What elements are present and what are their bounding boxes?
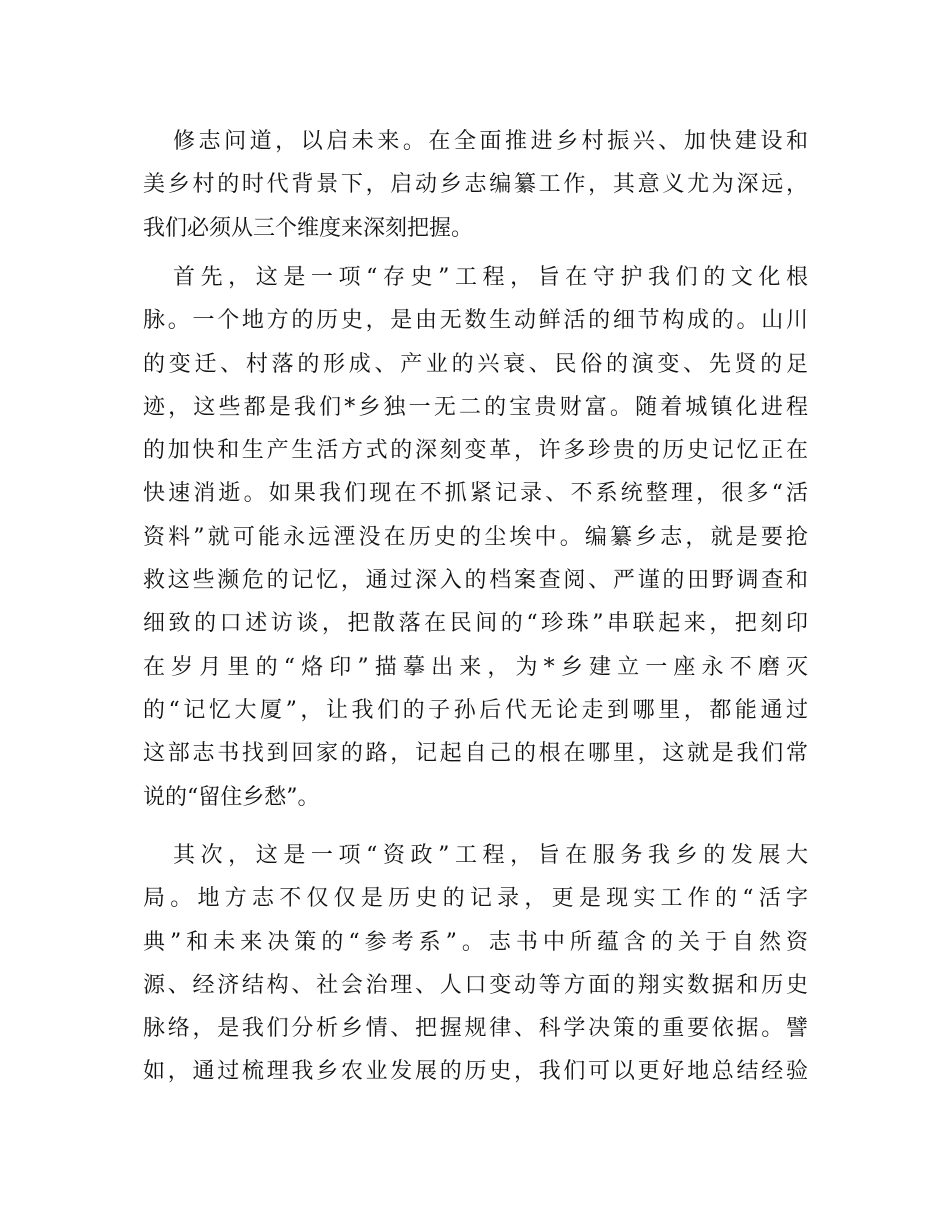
text-line: 如，通过梳理我乡农业发展的历史，我们可以更好地总结经验 <box>143 1059 808 1085</box>
paragraph-governance <box>143 834 808 1094</box>
text-line: 的变迁、村落的形成、产业的兴衰、民俗的演变、先贤的足 <box>143 351 808 377</box>
text-line: 脉络，是我们分析乡情、把握规律、科学决策的重要依据。譬 <box>143 1016 808 1042</box>
paragraph-intro <box>143 120 808 250</box>
text-line: 典”和未来决策的“参考系”。志书中所蕴含的关于自然资 <box>143 929 808 955</box>
text-line: 这部志书找到回家的路，记起自己的根在哪里，这就是我们常 <box>143 741 808 767</box>
text-line: 美乡村的时代背景下，启动乡志编纂工作，其意义尤为深远， <box>143 172 808 198</box>
text-line: 说的“留住乡愁”。 <box>143 784 320 810</box>
text-line: 其次，这是一项“资政”工程，旨在服务我乡的发展大 <box>173 843 808 868</box>
text-line: 源、经济结构、社会治理、人口变动等方面的翔实数据和历史 <box>143 972 808 998</box>
paragraph-history <box>143 256 808 819</box>
text-line: 救这些濒危的记忆，通过深入的档案查阅、严谨的田野调查和 <box>143 568 808 594</box>
text-line: 修志问道，以启未来。在全面推进乡村振兴、加快建设和 <box>173 129 808 154</box>
text-line: 在岁月里的“烙印”描摹出来，为*乡建立一座永不磨灭 <box>143 654 808 680</box>
text-line: 脉。一个地方的历史，是由无数生动鲜活的细节构成的。山川 <box>143 308 808 334</box>
text-line: 迹，这些都是我们*乡独一无二的宝贵财富。随着城镇化进程 <box>143 394 808 420</box>
text-line: 我们必须从三个维度来深刻把握。 <box>143 215 474 241</box>
text-line: 首先，这是一项“存史”工程，旨在守护我们的文化根 <box>173 265 808 290</box>
text-line: 的加快和生产生活方式的深刻变革，许多珍贵的历史记忆正在 <box>143 438 808 464</box>
text-line: 细致的口述访谈，把散落在民间的“珍珠”串联起来，把刻印 <box>143 611 808 637</box>
text-line: 局。地方志不仅仅是历史的记录，更是现实工作的“活字 <box>143 886 808 912</box>
text-line: 资料”就可能永远湮没在历史的尘埃中。编纂乡志，就是要抢 <box>143 524 808 550</box>
text-line: 的“记忆大厦”，让我们的子孙后代无论走到哪里，都能通过 <box>143 697 808 723</box>
text-line: 快速消逝。如果我们现在不抓紧记录、不系统整理，很多“活 <box>143 481 808 507</box>
